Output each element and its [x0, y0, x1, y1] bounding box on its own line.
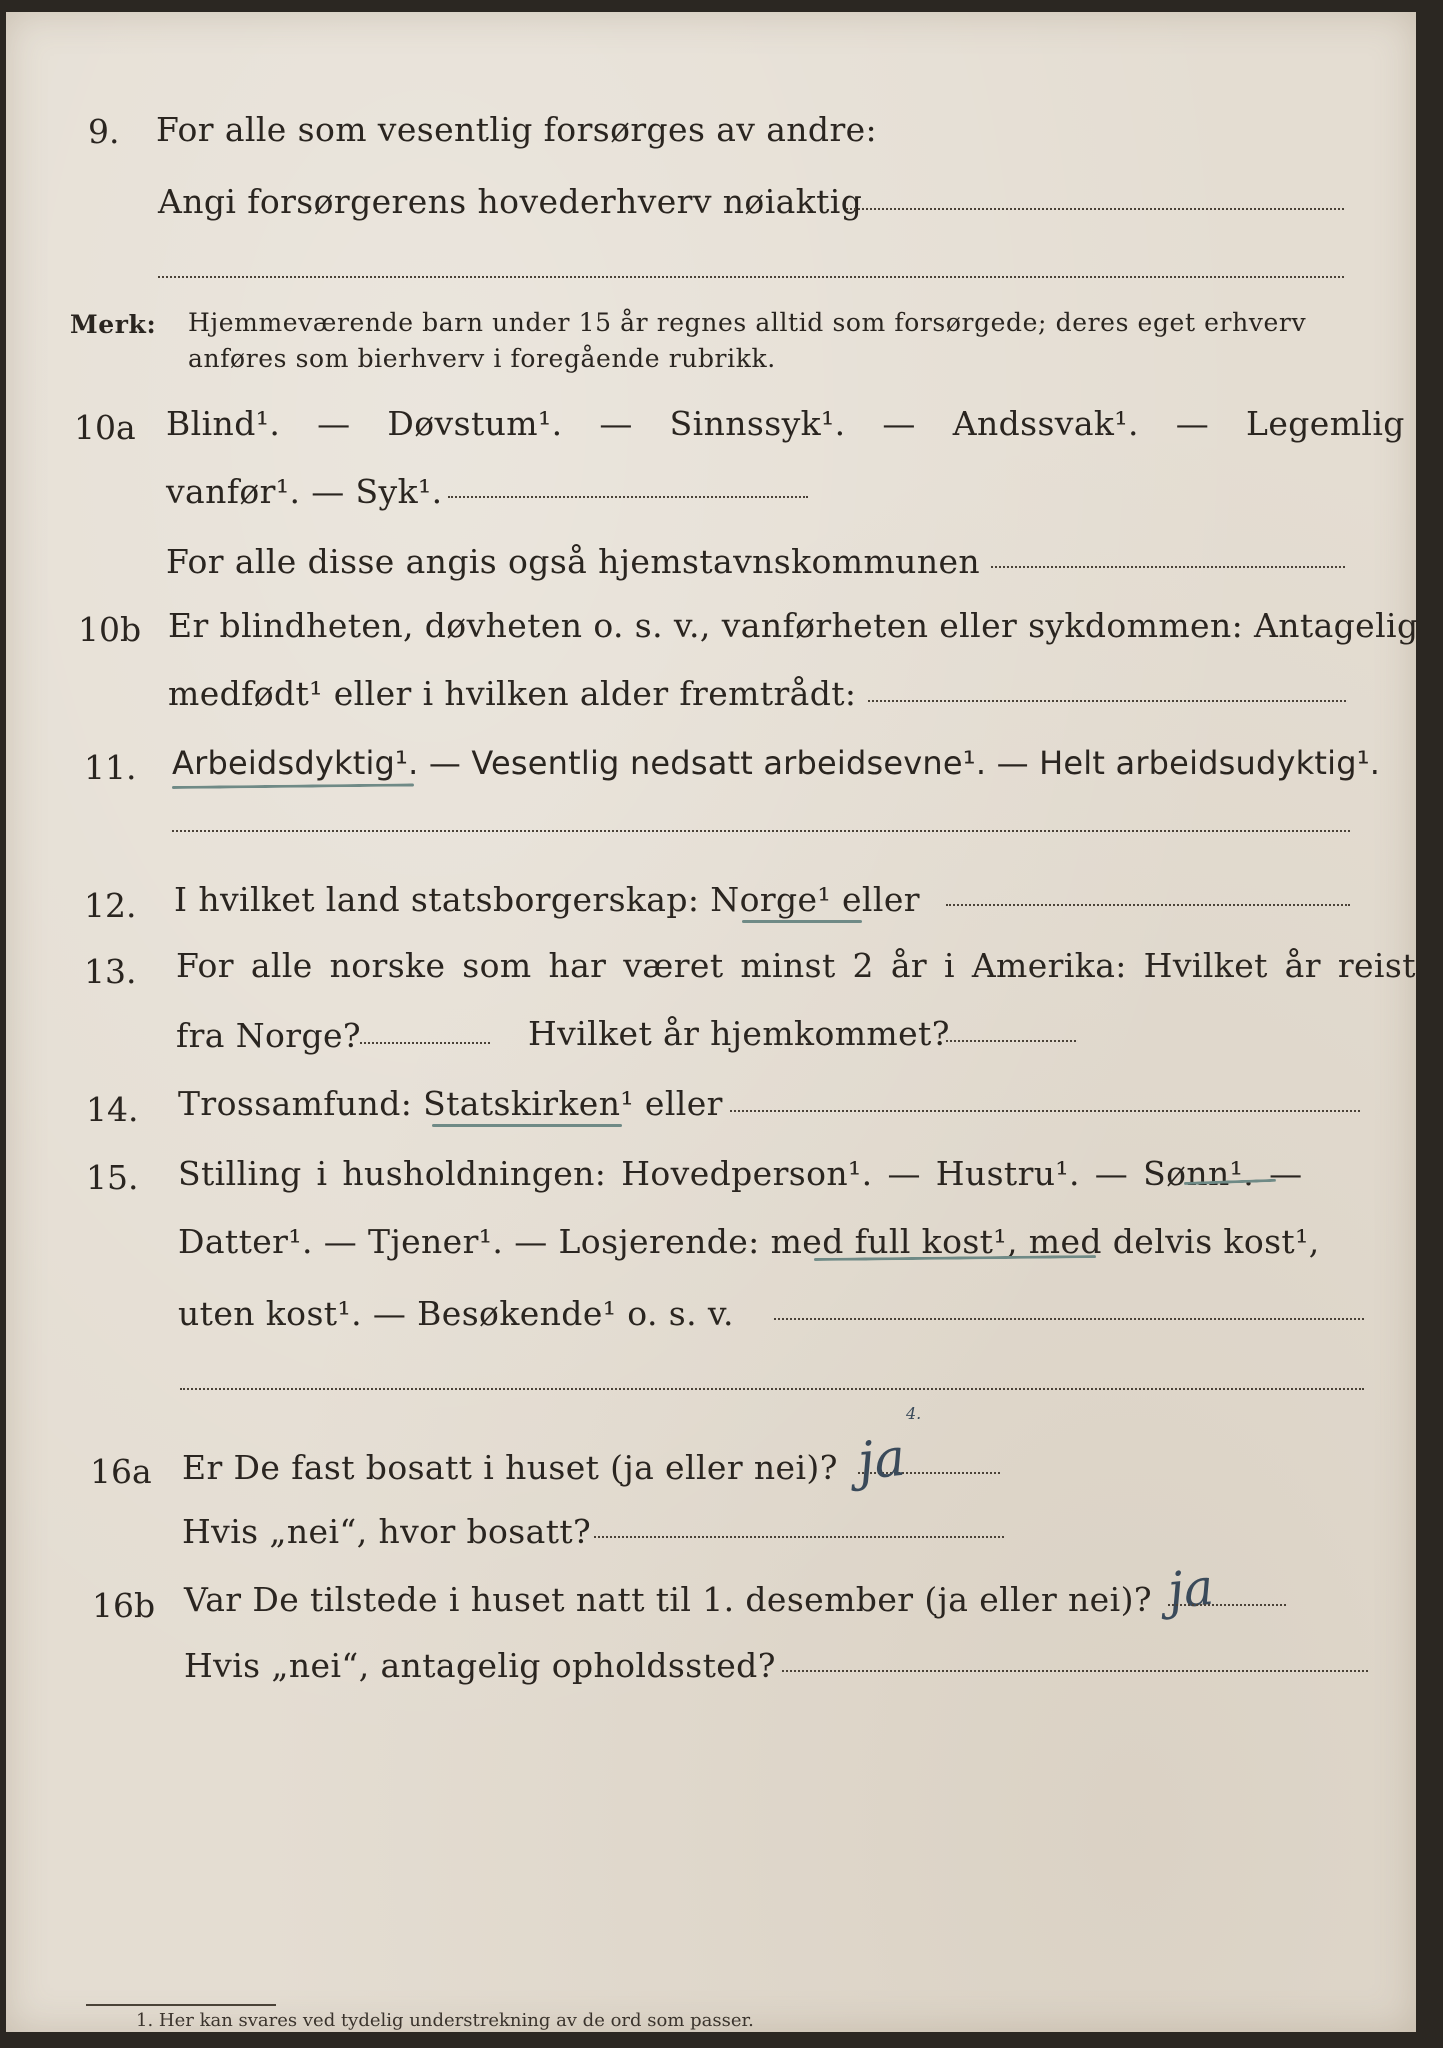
answer-line-16b[interactable] [1168, 1604, 1286, 1606]
item-10b-line2: medfødt¹ eller i hvilken alder fremtrådt: [168, 674, 857, 713]
underline-statskirken [432, 1124, 622, 1127]
note-text-line1: Hjemmeværende barn under 15 år regnes alltid som forsørgede; deres eget erhverv [188, 308, 1307, 337]
underline-arbeidsdyktig [172, 783, 414, 789]
item-15-line2: Datter¹. — Tjener¹. — Losjerende: med full kost¹, med delvis kost¹, [178, 1222, 1320, 1261]
answer-line-16a-where[interactable] [594, 1536, 1004, 1538]
answer-line-13-year-returned[interactable] [946, 1040, 1076, 1042]
answer-line-11[interactable] [172, 830, 1350, 832]
answer-line-9b[interactable] [158, 276, 1344, 278]
item-13-number: 13. [84, 952, 137, 991]
item-14-line1: Trossamfund: Statskirken¹ eller [178, 1084, 723, 1123]
answer-line-10a[interactable] [448, 496, 808, 498]
item-11-number: 11. [84, 748, 137, 787]
note-label: Merk: [70, 310, 157, 339]
answer-line-13-year-left[interactable] [360, 1042, 490, 1044]
item-10a-line3: For alle disse angis også hjemstavnskommunen [166, 542, 981, 581]
item-16a-number: 16a [90, 1452, 152, 1491]
census-form-page [6, 12, 1419, 2032]
item-12-number: 12. [84, 886, 137, 925]
item-16b-line1: Var De tilstede i huset natt til 1. desember (ja eller nei)? [184, 1580, 1152, 1619]
item-15-line3: uten kost¹. — Besøkende¹ o. s. v. [178, 1294, 734, 1333]
answer-line-9a[interactable] [846, 208, 1344, 210]
answer-line-16b-where[interactable] [782, 1670, 1368, 1672]
item-14-number: 14. [86, 1090, 139, 1129]
handwritten-mark-16a: 4. [906, 1404, 922, 1423]
item-15-number: 15. [86, 1158, 139, 1197]
handwritten-answer-16b: ja [1165, 1557, 1217, 1621]
item-9-number: 9. [88, 112, 120, 151]
item-13-line1: For alle norske som har været minst 2 år i Amerika: Hvilket år reist [176, 946, 1416, 985]
footnote-text: 1. Her kan svares ved tydelig understrekning av de ord som passer. [136, 2010, 754, 2031]
answer-line-12[interactable] [946, 904, 1350, 906]
footnote-rule [86, 2004, 276, 2006]
item-11-line1: Arbeidsdyktig¹. — Vesentlig nedsatt arbeidsevne¹. — Helt arbeidsudyktig¹. [172, 744, 1381, 782]
item-10b-number: 10b [78, 610, 142, 649]
item-10a-line1: Blind¹. — Døvstum¹. — Sinnssyk¹. — Andssvak¹. — Legemlig [166, 404, 1405, 443]
item-13-line2b: Hvilket år hjemkommet? [528, 1014, 950, 1053]
answer-line-15b[interactable] [180, 1388, 1364, 1390]
underline-norge [742, 920, 862, 923]
item-13-line2a: fra Norge? [176, 1016, 362, 1055]
answer-line-10a-home[interactable] [991, 566, 1345, 568]
answer-line-15a[interactable] [774, 1318, 1364, 1320]
item-10a-number: 10a [74, 408, 136, 447]
item-9-subquestion: Angi forsørgerens hovederhverv nøiaktig [158, 182, 863, 221]
item-16b-number: 16b [92, 1586, 156, 1625]
note-text-line2: anføres som bierhverv i foregående rubrikk. [188, 344, 776, 373]
item-12-line1: I hvilket land statsborgerskap: Norge¹ eller [174, 880, 920, 919]
item-15-line1: Stilling i husholdningen: Hovedperson¹. — Hustru¹. — Sønn¹. — [178, 1154, 1303, 1193]
item-9-question: For alle som vesentlig forsørges av andre: [156, 110, 878, 149]
item-10a-line2: vanfør¹. — Syk¹. [166, 472, 443, 511]
item-10b-line1: Er blindheten, døvheten o. s. v., vanførheten eller sykdommen: Antagelig [168, 606, 1419, 645]
answer-line-10b[interactable] [868, 700, 1346, 702]
item-16a-line2: Hvis „nei“, hvor bosatt? [182, 1512, 592, 1551]
item-16a-line1: Er De fast bosatt i huset (ja eller nei)? [182, 1448, 838, 1487]
answer-line-14[interactable] [730, 1110, 1360, 1112]
handwritten-answer-16a: ja [854, 1427, 909, 1493]
item-16b-line2: Hvis „nei“, antagelig opholdssted? [184, 1646, 776, 1685]
